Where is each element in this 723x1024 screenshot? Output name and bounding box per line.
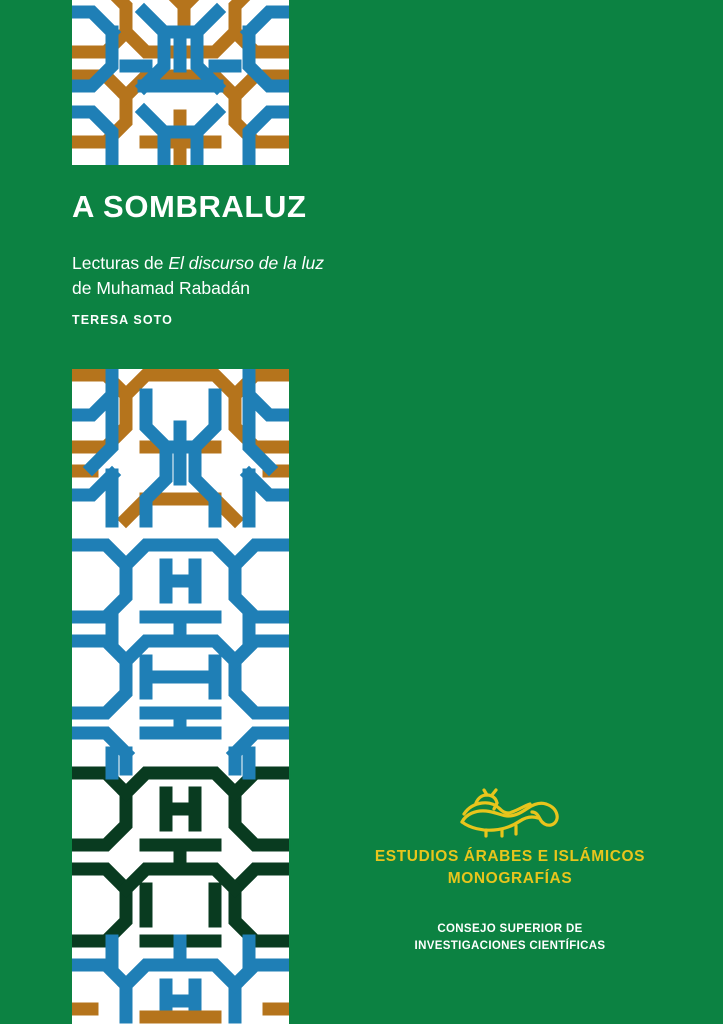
imprint-line2: INVESTIGACIONES CIENTÍFICAS — [414, 939, 606, 952]
publisher-block — [330, 788, 690, 954]
page-title: A SOMBRALUZ — [72, 189, 307, 224]
subtitle-line1-prefix: Lecturas de — [72, 253, 169, 273]
subtitle — [72, 251, 472, 301]
csic-gazelle-logo — [330, 788, 690, 840]
author-name: TERESA SOTO — [72, 313, 174, 327]
ornamental-pattern-bottom — [72, 369, 289, 1024]
imprint-line1: CONSEJO SUPERIOR DE — [437, 922, 583, 935]
series-name — [330, 846, 690, 891]
subtitle-line2: de Muhamad Rabadán — [72, 277, 251, 298]
series-line1: ESTUDIOS ÁRABES E ISLÁMICOS — [374, 848, 646, 865]
imprint-name — [330, 921, 690, 954]
series-line2: MONOGRAFÍAS — [447, 870, 573, 888]
ornamental-pattern-top — [72, 0, 289, 165]
subtitle-line1-italic: El discurso de la luz — [168, 253, 324, 273]
